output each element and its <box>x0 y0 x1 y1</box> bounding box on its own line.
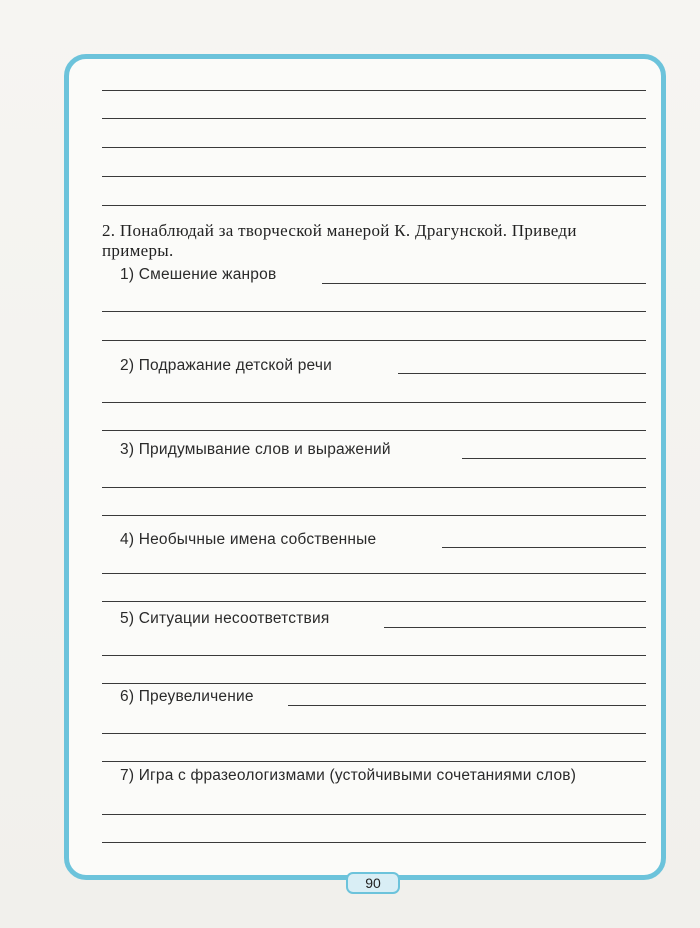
page-number: 90 <box>346 872 400 894</box>
answer-line[interactable] <box>442 547 646 548</box>
answer-line[interactable] <box>102 515 646 516</box>
workbook-frame <box>64 54 666 880</box>
answer-line[interactable] <box>102 683 646 684</box>
answer-line[interactable] <box>102 311 646 312</box>
answer-line[interactable] <box>102 430 646 431</box>
answer-line[interactable] <box>102 842 646 843</box>
answer-line[interactable] <box>102 147 646 148</box>
answer-line[interactable] <box>322 283 646 284</box>
answer-line[interactable] <box>102 402 646 403</box>
answer-line[interactable] <box>102 340 646 341</box>
answer-line[interactable] <box>102 573 646 574</box>
answer-line[interactable] <box>288 705 646 706</box>
item-label: 2) Подражание детской речи <box>120 357 332 374</box>
answer-line[interactable] <box>102 655 646 656</box>
answer-line[interactable] <box>462 458 646 459</box>
item-label: 6) Преувеличение <box>120 688 254 705</box>
answer-line[interactable] <box>102 601 646 602</box>
task-heading: 2. Понаблюдай за творческой манерой К. Драгунской. Приведи примеры. <box>102 221 577 260</box>
item-label: 5) Ситуации несоответствия <box>120 610 330 627</box>
answer-line[interactable] <box>384 627 646 628</box>
answer-line[interactable] <box>102 761 646 762</box>
answer-line[interactable] <box>102 176 646 177</box>
answer-line[interactable] <box>102 487 646 488</box>
answer-line[interactable] <box>102 118 646 119</box>
item-label: 1) Смешение жанров <box>120 266 277 283</box>
answer-line[interactable] <box>102 90 646 91</box>
answer-line[interactable] <box>102 814 646 815</box>
item-label: 3) Придумывание слов и выражений <box>120 441 391 458</box>
answer-line[interactable] <box>398 373 646 374</box>
answer-line[interactable] <box>102 733 646 734</box>
item-label: 7) Игра с фразеологизмами (устойчивыми сочетаниями слов) <box>120 767 577 784</box>
item-label: 4) Необычные имена собственные <box>120 531 377 548</box>
answer-line[interactable] <box>102 205 646 206</box>
